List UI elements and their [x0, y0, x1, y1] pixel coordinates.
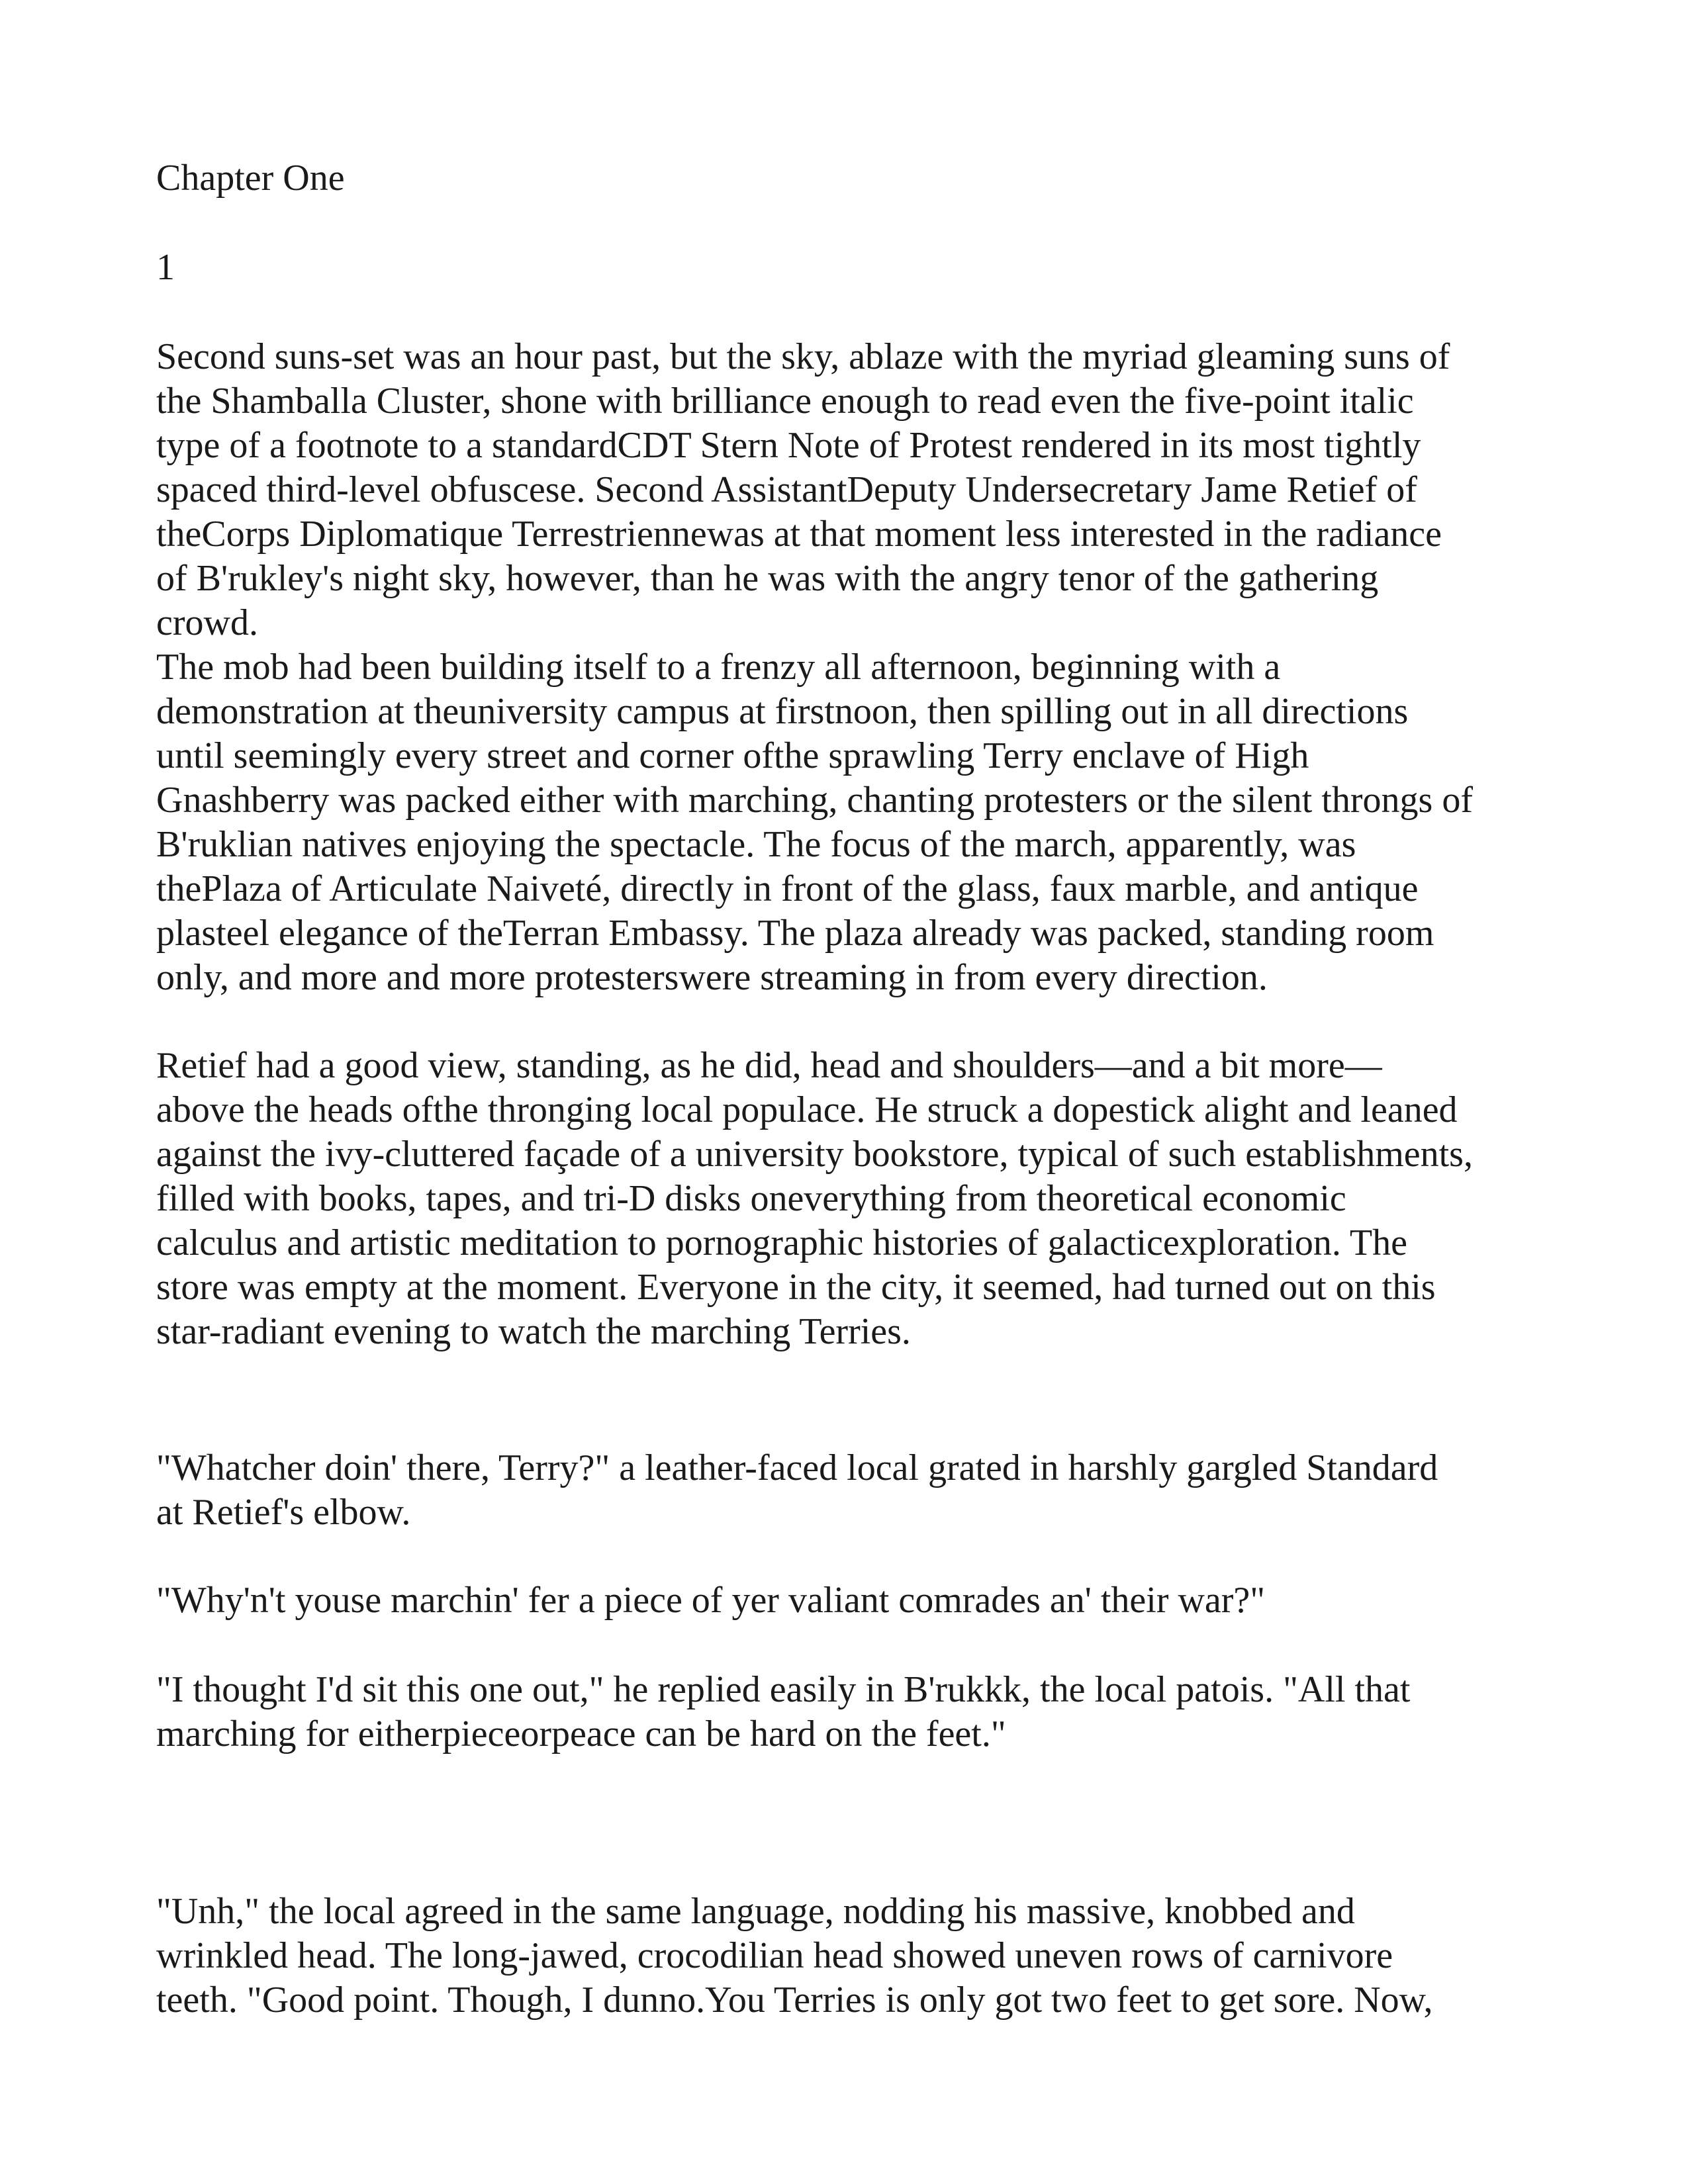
text-line: above the heads ofthe thronging local populace. He struck a dopestick alight and leaned: [156, 1089, 1458, 1130]
text-line: thePlaza of Articulate Naiveté, directly in front of the glass, faux marble, and antique: [156, 868, 1419, 909]
text-line: Gnashberry was packed either with marching, chanting protesters or the silent throngs of: [156, 780, 1473, 821]
text-line: against the ivy-cluttered façade of a university bookstore, typical of such establishments,: [156, 1134, 1473, 1175]
text-line: the Shamballa Cluster, shone with brilliance enough to read even the five-point italic: [156, 381, 1414, 422]
text-line: calculus and artistic meditation to pornographic histories of galacticexploration. The: [156, 1222, 1407, 1263]
text-line: The mob had been building itself to a frenzy all afternoon, beginning with a: [156, 647, 1281, 688]
text-line: demonstration at theuniversity campus at firstnoon, then spilling out in all directions: [156, 691, 1409, 732]
text-line: "Whatcher doin' there, Terry?" a leather-faced local grated in harshly gargled Standard: [156, 1447, 1438, 1488]
paragraph: [156, 1044, 1533, 1354]
text-line: at Retief's elbow.: [156, 1492, 411, 1533]
text-line: store was empty at the moment. Everyone in the city, it seemed, had turned out on this: [156, 1267, 1436, 1308]
text-line: theCorps Diplomatique Terrestriennewas at that moment less interested in the radiance: [156, 514, 1442, 555]
text-line: filled with books, tapes, and tri-D disks oneverything from theoretical economic: [156, 1178, 1346, 1219]
text-line: marching for eitherpieceorpeace can be hard on the feet.": [156, 1713, 1006, 1754]
text-line: "I thought I'd sit this one out," he replied easily in B'rukkk, the local patois. "All that: [156, 1669, 1411, 1710]
paragraph: [156, 1668, 1533, 1756]
text-line: "Unh," the local agreed in the same language, nodding his massive, knobbed and: [156, 1891, 1355, 1932]
text-line: "Why'n't youse marchin' fer a piece of yer valiant comrades an' their war?": [156, 1580, 1266, 1621]
paragraph: [156, 1889, 1533, 2023]
paragraph: [156, 1446, 1533, 1535]
text-line: teeth. "Good point. Though, I dunno.You Terries is only got two feet to get sore. Now,: [156, 1979, 1433, 2021]
text-line: B'ruklian natives enjoying the spectacle. The focus of the march, apparently, was: [156, 824, 1356, 865]
text-line: spaced third-level obfuscese. Second AssistantDeputy Undersecretary Jame Retief of: [156, 469, 1417, 510]
chapter-heading: Chapter One: [156, 158, 345, 199]
paragraph: [156, 335, 1533, 1000]
text-line: plasteel elegance of theTerran Embassy. The plaza already was packed, standing room: [156, 913, 1434, 954]
text-line: star-radiant evening to watch the marching Terries.: [156, 1311, 911, 1352]
text-line: wrinkled head. The long-jawed, crocodilian head showed uneven rows of carnivore: [156, 1935, 1393, 1976]
text-line: Second suns-set was an hour past, but the sky, ablaze with the myriad gleaming suns of: [156, 336, 1450, 377]
text-line: Retief had a good view, standing, as he did, head and shoulders—and a bit more—: [156, 1045, 1382, 1086]
text-line: crowd.: [156, 602, 258, 643]
text-line: of B'rukley's night sky, however, than he was with the angry tenor of the gathering: [156, 558, 1379, 599]
paragraph: [156, 1578, 1533, 1623]
text-line: until seemingly every street and corner ofthe sprawling Terry enclave of High: [156, 735, 1309, 776]
text-line: type of a footnote to a standardCDT Stern Note of Protest rendered in its most tightly: [156, 425, 1421, 466]
section-number: 1: [156, 247, 175, 288]
text-line: only, and more and more protesterswere streaming in from every direction.: [156, 957, 1268, 998]
